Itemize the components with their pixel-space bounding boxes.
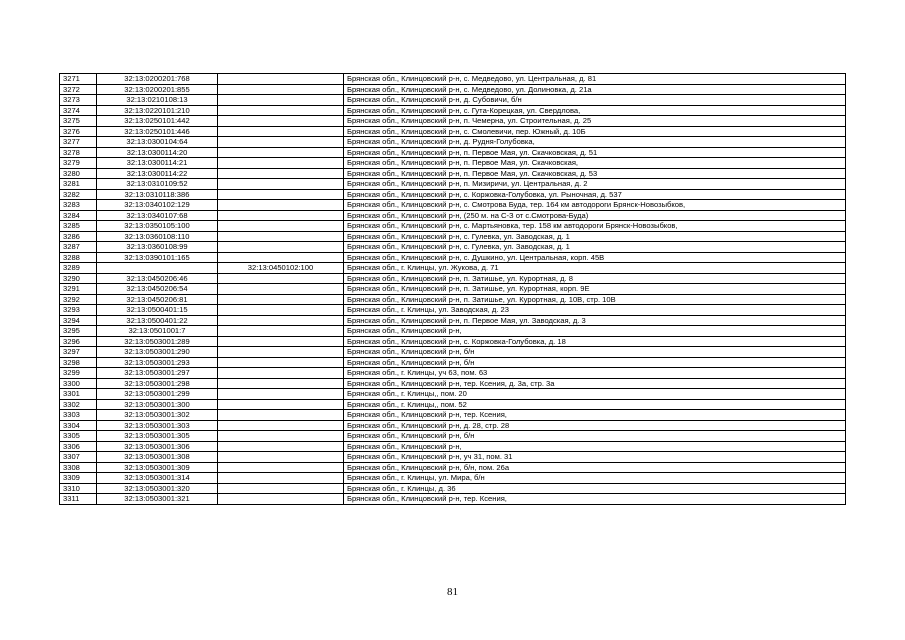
table-row [60,483,846,494]
cadastral-number-cell: 32:13:0503001:320 [97,483,218,494]
parent-cadastral-number-cell [218,315,344,326]
address-cell: Брянская обл., Клинцовский р-н, уч 31, пом. 31 [344,452,846,463]
address-cell: Брянская обл., г. Клинцы,, пом. 20 [344,389,846,400]
parent-cadastral-number-cell [218,126,344,137]
table-row [60,126,846,137]
parent-cadastral-number-cell [218,95,344,106]
cadastral-number-cell: 32:13:0503001:293 [97,357,218,368]
table-row [60,357,846,368]
parent-cadastral-number-cell [218,105,344,116]
table-row [60,273,846,284]
table-row [60,74,846,85]
row-number-cell: 3297 [60,347,97,358]
address-cell: Брянская обл., Клинцовский р-н, с. Медведово, ул. Долиновка, д. 21а [344,84,846,95]
table-row [60,95,846,106]
address-cell: Брянская обл., г. Клинцы,, пом. 52 [344,399,846,410]
address-cell: Брянская обл., г. Клинцы, д. 36 [344,483,846,494]
cadastral-number-cell: 32:13:0220101:210 [97,105,218,116]
table-row [60,105,846,116]
cadastral-number-cell: 32:13:0500401:22 [97,315,218,326]
cadastral-register-table [59,73,846,505]
row-number-cell: 3281 [60,179,97,190]
address-cell: Брянская обл., Клинцовский р-н, д. 28, стр. 28 [344,420,846,431]
parent-cadastral-number-cell [218,483,344,494]
table-row [60,473,846,484]
table-row [60,231,846,242]
cadastral-number-cell: 32:13:0503001:302 [97,410,218,421]
address-cell: Брянская обл., Клинцовский р-н, тер. Ксения, [344,494,846,505]
parent-cadastral-number-cell [218,210,344,221]
address-cell: Брянская обл., Клинцовский р-н, п. Затишье, ул. Курортная, д. 8 [344,273,846,284]
address-cell: Брянская обл., Клинцовский р-н, с. Коржовка-Голубовка, ул. Рыночная, д. 537 [344,189,846,200]
table-row [60,431,846,442]
table-row [60,263,846,274]
parent-cadastral-number-cell [218,473,344,484]
address-cell: Брянская обл., Клинцовский р-н, (250 м. на С-З от с.Смотрова-Буда) [344,210,846,221]
cadastral-number-cell: 32:13:0310109:52 [97,179,218,190]
table-row [60,378,846,389]
row-number-cell: 3273 [60,95,97,106]
parent-cadastral-number-cell [218,441,344,452]
address-cell: Брянская обл., Клинцовский р-н, с. Коржовка-Голубовка, д. 18 [344,336,846,347]
table-row [60,284,846,295]
row-number-cell: 3307 [60,452,97,463]
cadastral-number-cell: 32:13:0503001:303 [97,420,218,431]
table-row [60,410,846,421]
table-row [60,420,846,431]
row-number-cell: 3277 [60,137,97,148]
address-cell: Брянская обл., Клинцовский р-н, п. Первое Мая, ул. Заводская, д. 3 [344,315,846,326]
table-row [60,252,846,263]
cadastral-number-cell: 32:13:0500401:15 [97,305,218,316]
row-number-cell: 3310 [60,483,97,494]
row-number-cell: 3303 [60,410,97,421]
address-cell: Брянская обл., Клинцовский р-н, [344,441,846,452]
cadastral-number-cell: 32:13:0503001:321 [97,494,218,505]
cadastral-number-cell: 32:13:0503001:289 [97,336,218,347]
parent-cadastral-number-cell [218,137,344,148]
cadastral-number-cell: 32:13:0360108:110 [97,231,218,242]
parent-cadastral-number-cell [218,305,344,316]
cadastral-number-cell: 32:13:0310118:386 [97,189,218,200]
row-number-cell: 3275 [60,116,97,127]
table-row [60,242,846,253]
row-number-cell: 3293 [60,305,97,316]
address-cell: Брянская обл., Клинцовский р-н, п. Первое Мая, ул. Скачковская, д. 51 [344,147,846,158]
parent-cadastral-number-cell [218,336,344,347]
cadastral-number-cell: 32:13:0503001:306 [97,441,218,452]
table-row [60,158,846,169]
row-number-cell: 3287 [60,242,97,253]
table-row [60,315,846,326]
address-cell: Брянская обл., Клинцовский р-н, с. Смотрова Буда, тер. 164 км автодороги Брянск-Новозыбков, [344,200,846,211]
address-cell: Брянская обл., Клинцовский р-н, б/н [344,347,846,358]
address-cell: Брянская обл., Клинцовский р-н, б/н [344,431,846,442]
table-row [60,189,846,200]
parent-cadastral-number-cell [218,368,344,379]
parent-cadastral-number-cell [218,452,344,463]
address-cell: Брянская обл., Клинцовский р-н, п. Мизиричи, ул. Центральная, д. 2 [344,179,846,190]
parent-cadastral-number-cell [218,399,344,410]
parent-cadastral-number-cell [218,116,344,127]
cadastral-number-cell: 32:13:0300114:20 [97,147,218,158]
parent-cadastral-number-cell [218,221,344,232]
table-row [60,462,846,473]
parent-cadastral-number-cell [218,179,344,190]
parent-cadastral-number-cell [218,231,344,242]
parent-cadastral-number-cell [218,420,344,431]
cadastral-number-cell: 32:13:0200201:855 [97,84,218,95]
row-number-cell: 3279 [60,158,97,169]
cadastral-number-cell: 32:13:0503001:305 [97,431,218,442]
row-number-cell: 3289 [60,263,97,274]
row-number-cell: 3306 [60,441,97,452]
table-row [60,389,846,400]
row-number-cell: 3291 [60,284,97,295]
table-body [60,74,846,505]
row-number-cell: 3294 [60,315,97,326]
row-number-cell: 3300 [60,378,97,389]
address-cell: Брянская обл., Клинцовский р-н, д. Субовичи, б/н [344,95,846,106]
address-cell: Брянская обл., г. Клинцы, ул. Жукова, д. 71 [344,263,846,274]
cadastral-number-cell: 32:13:0503001:309 [97,462,218,473]
address-cell: Брянская обл., Клинцовский р-н, п. Затишье, ул. Курортная, корп. 9Е [344,284,846,295]
row-number-cell: 3284 [60,210,97,221]
parent-cadastral-number-cell [218,189,344,200]
parent-cadastral-number-cell [218,147,344,158]
table-row [60,452,846,463]
address-cell: Брянская обл., Клинцовский р-н, с. Гулевка, ул. Заводская, д. 1 [344,231,846,242]
table-row [60,147,846,158]
row-number-cell: 3296 [60,336,97,347]
page-number: 81 [447,586,458,598]
parent-cadastral-number-cell [218,200,344,211]
address-cell: Брянская обл., г. Клинцы, ул. Мира, б/н [344,473,846,484]
cadastral-number-cell: 32:13:0360108:99 [97,242,218,253]
cadastral-number-cell: 32:13:0501001:7 [97,326,218,337]
row-number-cell: 3295 [60,326,97,337]
address-cell: Брянская обл., Клинцовский р-н, с. Душкино, ул. Центральная, корп. 45В [344,252,846,263]
parent-cadastral-number-cell [218,284,344,295]
address-cell: Брянская обл., Клинцовский р-н, п. Чемерна, ул. Строительная, д. 25 [344,116,846,127]
table-row [60,221,846,232]
cadastral-number-cell: 32:13:0300104:64 [97,137,218,148]
parent-cadastral-number-cell [218,252,344,263]
address-cell: Брянская обл., Клинцовский р-н, п. Первое Мая, ул. Скачковская, д. 53 [344,168,846,179]
row-number-cell: 3271 [60,74,97,85]
cadastral-number-cell: 32:13:0503001:290 [97,347,218,358]
address-cell: Брянская обл., Клинцовский р-н, п. Затишье, ул. Курортная, д. 10В, стр. 10В [344,294,846,305]
table-row [60,305,846,316]
row-number-cell: 3272 [60,84,97,95]
parent-cadastral-number-cell [218,494,344,505]
table-row [60,441,846,452]
row-number-cell: 3299 [60,368,97,379]
address-cell: Брянская обл., Клинцовский р-н, с. Гута-Корецкая, ул. Свердлова, [344,105,846,116]
cadastral-number-cell: 32:13:0503001:297 [97,368,218,379]
address-cell: Брянская обл., Клинцовский р-н, с. Мартьяновка, тер. 158 км автодороги Брянск-Новозыбков, [344,221,846,232]
cadastral-number-cell: 32:13:0503001:308 [97,452,218,463]
table-row [60,368,846,379]
parent-cadastral-number-cell [218,347,344,358]
cadastral-number-cell: 32:13:0250101:446 [97,126,218,137]
row-number-cell: 3308 [60,462,97,473]
table-row [60,347,846,358]
cadastral-number-cell: 32:13:0300114:21 [97,158,218,169]
parent-cadastral-number-cell [218,74,344,85]
row-number-cell: 3309 [60,473,97,484]
parent-cadastral-number-cell [218,168,344,179]
address-cell: Брянская обл., Клинцовский р-н, б/н, пом. 26а [344,462,846,473]
address-cell: Брянская обл., Клинцовский р-н, с. Медведово, ул. Центральная, д. 81 [344,74,846,85]
cadastral-number-cell: 32:13:0503001:314 [97,473,218,484]
cadastral-number-cell: 32:13:0503001:300 [97,399,218,410]
table-row [60,116,846,127]
row-number-cell: 3292 [60,294,97,305]
address-cell: Брянская обл., Клинцовский р-н, д. Рудня-Голубовка, [344,137,846,148]
row-number-cell: 3301 [60,389,97,400]
parent-cadastral-number-cell [218,273,344,284]
row-number-cell: 3286 [60,231,97,242]
row-number-cell: 3280 [60,168,97,179]
parent-cadastral-number-cell [218,410,344,421]
table-row [60,326,846,337]
cadastral-number-cell: 32:13:0250101:442 [97,116,218,127]
parent-cadastral-number-cell: 32:13:0450102:100 [218,263,344,274]
row-number-cell: 3283 [60,200,97,211]
table-row [60,179,846,190]
parent-cadastral-number-cell [218,242,344,253]
address-cell: Брянская обл., Клинцовский р-н, с. Гулевка, ул. Заводская, д. 1 [344,242,846,253]
table-row [60,210,846,221]
cadastral-number-cell: 32:13:0340107:68 [97,210,218,221]
cadastral-number-cell: 32:13:0503001:298 [97,378,218,389]
address-cell: Брянская обл., Клинцовский р-н, тер. Ксения, [344,410,846,421]
parent-cadastral-number-cell [218,357,344,368]
cadastral-number-cell: 32:13:0450206:81 [97,294,218,305]
cadastral-number-cell: 32:13:0450206:46 [97,273,218,284]
address-cell: Брянская обл., Клинцовский р-н, с. Смолевичи, пер. Южный, д. 10Б [344,126,846,137]
row-number-cell: 3278 [60,147,97,158]
row-number-cell: 3290 [60,273,97,284]
table-row [60,399,846,410]
row-number-cell: 3285 [60,221,97,232]
address-cell: Брянская обл., Клинцовский р-н, тер. Ксения, д. 3а, стр. 3а [344,378,846,389]
table-row [60,84,846,95]
cadastral-number-cell: 32:13:0340102:129 [97,200,218,211]
row-number-cell: 3302 [60,399,97,410]
parent-cadastral-number-cell [218,326,344,337]
cadastral-number-cell [97,263,218,274]
address-cell: Брянская обл., г. Клинцы, ул. Заводская, д. 23 [344,305,846,316]
address-cell: Брянская обл., Клинцовский р-н, б/н [344,357,846,368]
table-row [60,494,846,505]
cadastral-number-cell: 32:13:0503001:299 [97,389,218,400]
parent-cadastral-number-cell [218,431,344,442]
address-cell: Брянская обл., г. Клинцы, уч 63, пом. 63 [344,368,846,379]
table-row [60,200,846,211]
row-number-cell: 3274 [60,105,97,116]
table-row [60,168,846,179]
table-row [60,137,846,148]
row-number-cell: 3282 [60,189,97,200]
cadastral-number-cell: 32:13:0200201:768 [97,74,218,85]
parent-cadastral-number-cell [218,389,344,400]
cadastral-number-cell: 32:13:0350105:100 [97,221,218,232]
row-number-cell: 3305 [60,431,97,442]
row-number-cell: 3311 [60,494,97,505]
parent-cadastral-number-cell [218,378,344,389]
row-number-cell: 3304 [60,420,97,431]
cadastral-number-cell: 32:13:0390101:165 [97,252,218,263]
row-number-cell: 3288 [60,252,97,263]
table-row [60,336,846,347]
row-number-cell: 3276 [60,126,97,137]
cadastral-number-cell: 32:13:0210108:13 [97,95,218,106]
parent-cadastral-number-cell [218,462,344,473]
address-cell: Брянская обл., Клинцовский р-н, [344,326,846,337]
table-row [60,294,846,305]
address-cell: Брянская обл., Клинцовский р-н, п. Первое Мая, ул. Скачковская, [344,158,846,169]
parent-cadastral-number-cell [218,294,344,305]
parent-cadastral-number-cell [218,84,344,95]
document-page [59,73,845,505]
cadastral-number-cell: 32:13:0450206:54 [97,284,218,295]
row-number-cell: 3298 [60,357,97,368]
cadastral-number-cell: 32:13:0300114:22 [97,168,218,179]
parent-cadastral-number-cell [218,158,344,169]
